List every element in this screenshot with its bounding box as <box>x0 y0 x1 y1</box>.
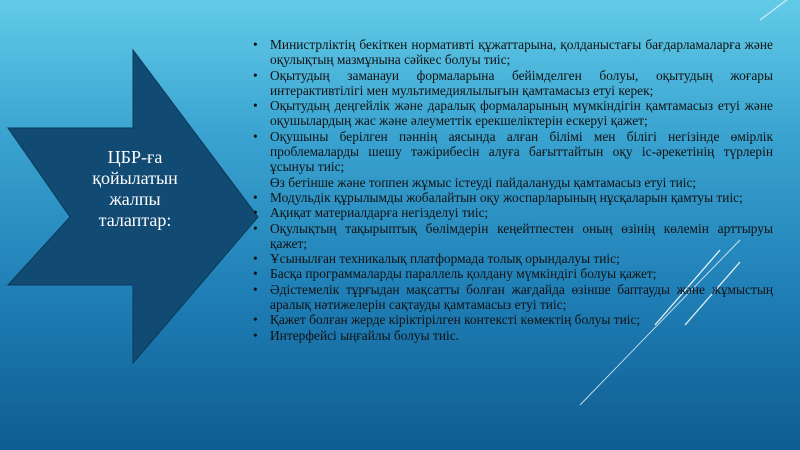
requirement-item: • Оқытудың деңгейлік және даралық формаларының мүмкіндігін қамтамасыз етуі және оқушылардың жас және әлеуметтік ерекшеліктерін ескеруі қажет; <box>253 98 773 129</box>
requirements-list <box>253 37 773 343</box>
requirement-item: • Басқа программаларды параллель қолдану мүмкіндігі болуы қажет; <box>253 266 773 281</box>
arrow-title-line: жалпы <box>109 189 161 209</box>
arrow-title <box>60 147 210 231</box>
requirement-item: • Министрліктің бекіткен нормативті құжаттарына, қолданыстағы бағдарламаларға және оқулықтың мазмұнына сәйкес болуы тиіс; <box>253 37 773 68</box>
requirement-item: • Әдістемелік тұрғыдан мақсатты болған жағдайда өзінше баптауды және жұмыстың аралық нәтижелерін сақтауды қамтамасыз етуі тиіс; <box>253 282 773 313</box>
arrow-title-line: ЦБР-ға <box>107 147 163 167</box>
requirement-item: • Ұсынылған техникалық платформада толық орындалуы тиіс; <box>253 251 773 266</box>
requirement-item: • Оқытудың заманауи формаларына бейімделген болуы, оқытудың жоғары интерактивтілігі мен мультимедиялылығын қамтамасыз етуі керек; <box>253 68 773 99</box>
arrow-title-line: қойылатын <box>92 168 178 188</box>
requirement-item: • Модульдік құрылымды жобалайтын оқу жоспарларының нұсқаларын қамтуы тиіс; <box>253 190 773 205</box>
requirement-item: Өз бетінше және топпен жұмыс істеуді пайдалануды қамтамасыз етуі тиіс; <box>270 174 697 190</box>
requirement-item: • Интерфейсі ыңғайлы болуы тиіс. <box>253 328 773 343</box>
requirement-item: • Оқулықтың тақырыптық бөлімдерін кеңейтпестен оның өзінің көлемін арттыруы қажет; <box>253 221 773 252</box>
arrow-title-line: талаптар: <box>98 210 172 230</box>
requirement-item: • Ақиқат материалдарға негізделуі тиіс; <box>253 205 773 220</box>
requirement-item: • Қажет болған жерде кіріктірілген контексті көмектің болуы тиіс; <box>253 312 773 327</box>
requirement-item: • Оқушыны берілген пәннің аясында алған білімі мен білігі негізінде өмірлік проблемаларды шешу тәжірибесін алуға бағыттайтын оқу іс-әрекетінің түрлерін ұсынуы тиіс; <box>253 129 773 175</box>
